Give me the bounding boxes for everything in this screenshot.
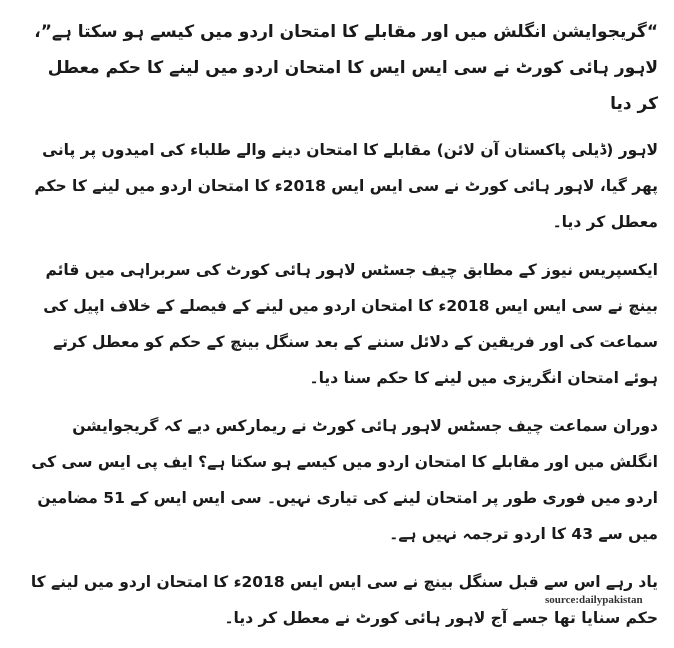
article-body — [22, 14, 658, 648]
article-paragraph: لاہور (ڈیلی پاکستان آن لائن) مقابلے کا امتحان دینے والے طلباء کی امیدوں پر پانی پھر گیا، لاہور ہائی کورٹ نے سی ایس ایس 2018ء کا امتحان اردو میں لینے کا حکم معطل کر دیا۔ — [34, 141, 658, 231]
article-paragraph: یاد رہے اس سے قبل سنگل بینچ نے سی ایس ایس 2018ء کا امتحان اردو میں لینے کا حکم سنایا تھا جسے آج لاہور ہائی کورٹ نے معطل کر دیا۔ — [30, 573, 658, 627]
article-paragraph: دوران سماعت چیف جسٹس لاہور ہائی کورٹ نے ریمارکس دیے کہ گریجوایشن انگلش میں اور مقابلے کا امتحان اردو میں کیسے ہو سکتا ہے؟ ایف پی ایس سی کی اردو میں فوری طور پر امتحان لینے کی تیاری نہیں۔ سی ایس ایس کے 51 مضامین میں سے 43 کا اردو ترجمہ نہیں ہے۔ — [31, 417, 658, 543]
source-credit: source:dailypakistan — [545, 594, 643, 606]
article-headline: “گریجوایشن انگلش میں اور مقابلے کا امتحان اردو میں کیسے ہو سکتا ہے”، لاہور ہائی کورٹ نے سی ایس ایس کا امتحان اردو میں لینے کا حکم معطل کر دیا — [34, 22, 658, 114]
article-paragraph: ایکسپریس نیوز کے مطابق چیف جسٹس لاہور ہائی کورٹ کی سربراہی میں قائم بینچ نے سی ایس ایس 2018ء کا امتحان اردو میں لینے کے فیصلے کے خلاف اپیل کی سماعت کی اور فریقین کے دلائل سننے کے بعد سنگل بینچ کے حکم کو معطل کرتے ہوئے امتحان انگریزی میں لینے کا حکم سنا دیا۔ — [43, 261, 658, 387]
